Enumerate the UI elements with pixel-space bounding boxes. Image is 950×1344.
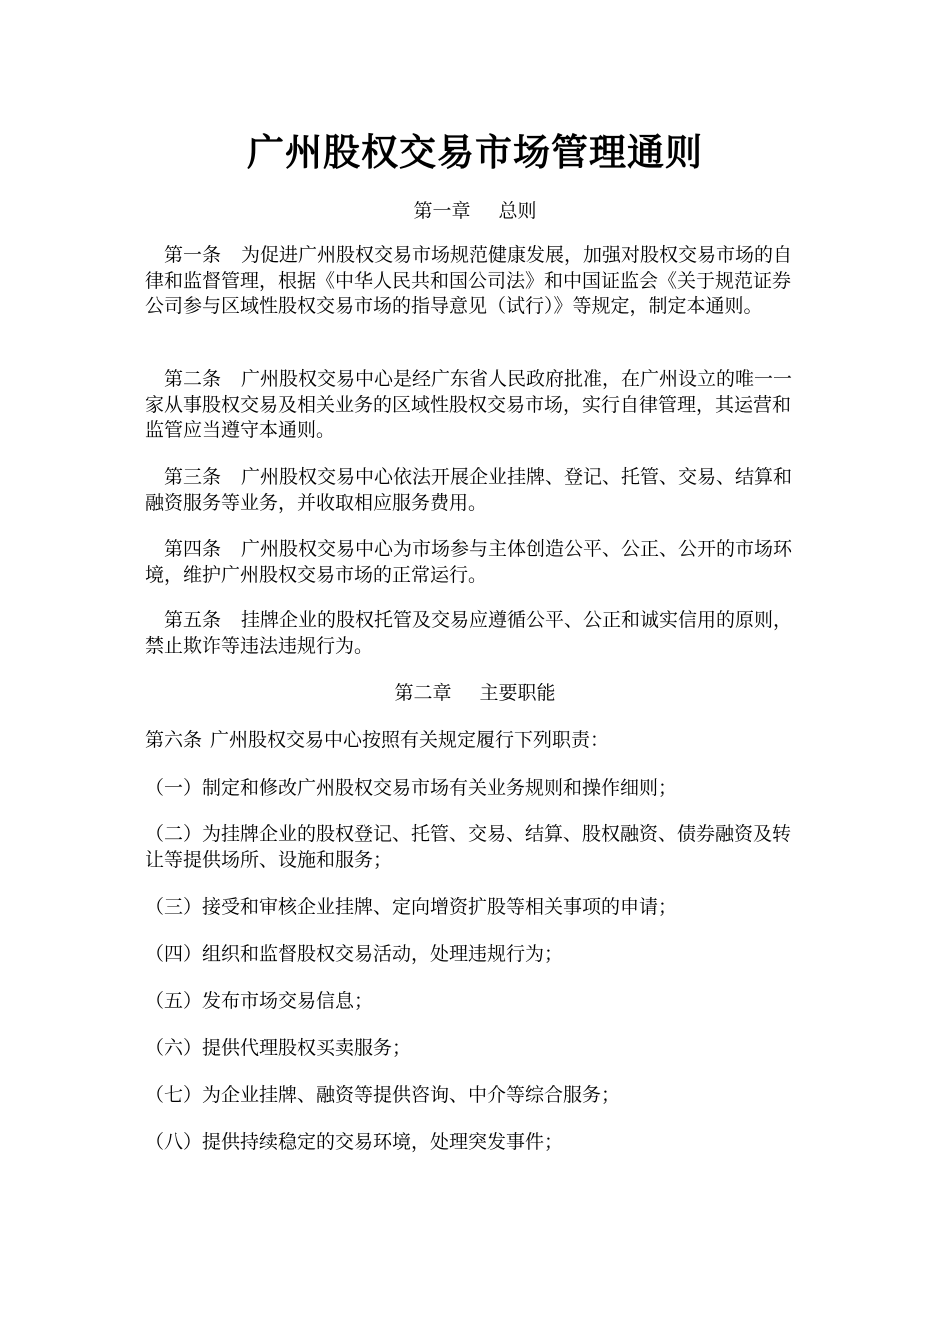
article-3 [145, 465, 807, 516]
article-1 [145, 243, 807, 320]
duty-item-7: （七）为企业挂牌、融资等提供咨询、中介等综合服务； [145, 1084, 621, 1106]
chapter-name: 总则 [498, 200, 537, 222]
article-label: 第一条 [164, 244, 222, 266]
article-text: 广州股权交易中心按照有关规定履行下列职责： [210, 729, 610, 751]
article-text: 挂牌企业的股权托管及交易应遵循公平、公正和诚实信用的原则，禁止欺诈等违法违规行为。 [145, 609, 793, 657]
article-text: 为促进广州股权交易市场规范健康发展，加强对股权交易市场的自律和监督管理，根据《中华人民共和国公司法》和中国证监会《关于规范证券公司参与区域性股权交易市场的指导意见（试行）》等规定，制定本通则。 [145, 244, 793, 317]
article-6 [145, 728, 807, 754]
chapter-name: 主要职能 [479, 682, 556, 704]
duty-item-5: （五）发布市场交易信息； [145, 990, 374, 1012]
duty-item-1: （一）制定和修改广州股权交易市场有关业务规则和操作细则； [145, 777, 678, 799]
duty-item-6: （六）提供代理股权买卖服务； [145, 1037, 412, 1059]
article-5 [145, 608, 807, 659]
article-4 [145, 537, 807, 588]
article-label: 第三条 [164, 466, 222, 488]
article-label: 第六条 [145, 729, 203, 751]
article-2 [145, 367, 807, 444]
chapter-number: 第一章 [413, 200, 471, 222]
chapter-heading-2 [0, 680, 950, 706]
chapter-number: 第二章 [394, 682, 452, 704]
chapter-heading-1 [0, 198, 950, 224]
article-text: 广州股权交易中心依法开展企业挂牌、登记、托管、交易、结算和融资服务等业务，并收取相应服务费用。 [145, 466, 793, 514]
duty-item-2: （二）为挂牌企业的股权登记、托管、交易、结算、股权融资、债券融资及转让等提供场所、设施和服务； [145, 823, 792, 871]
duty-item-8: （八）提供持续稳定的交易环境，处理突发事件； [145, 1131, 564, 1153]
article-text: 广州股权交易中心是经广东省人民政府批准，在广州设立的唯一一家从事股权交易及相关业务的区域性股权交易市场，实行自律管理，其运营和监管应当遵守本通则。 [145, 368, 793, 441]
article-text: 广州股权交易中心为市场参与主体创造公平、公正、公开的市场环境，维护广州股权交易市场的正常运行。 [145, 538, 793, 586]
duty-item-3: （三）接受和审核企业挂牌、定向增资扩股等相关事项的申请； [145, 896, 678, 918]
article-label: 第五条 [164, 609, 222, 631]
duty-item-4: （四）组织和监督股权交易活动，处理违规行为； [145, 943, 564, 965]
document-title: 广州股权交易市场管理通则 [247, 130, 703, 174]
article-label: 第二条 [164, 368, 222, 390]
article-label: 第四条 [164, 538, 222, 560]
